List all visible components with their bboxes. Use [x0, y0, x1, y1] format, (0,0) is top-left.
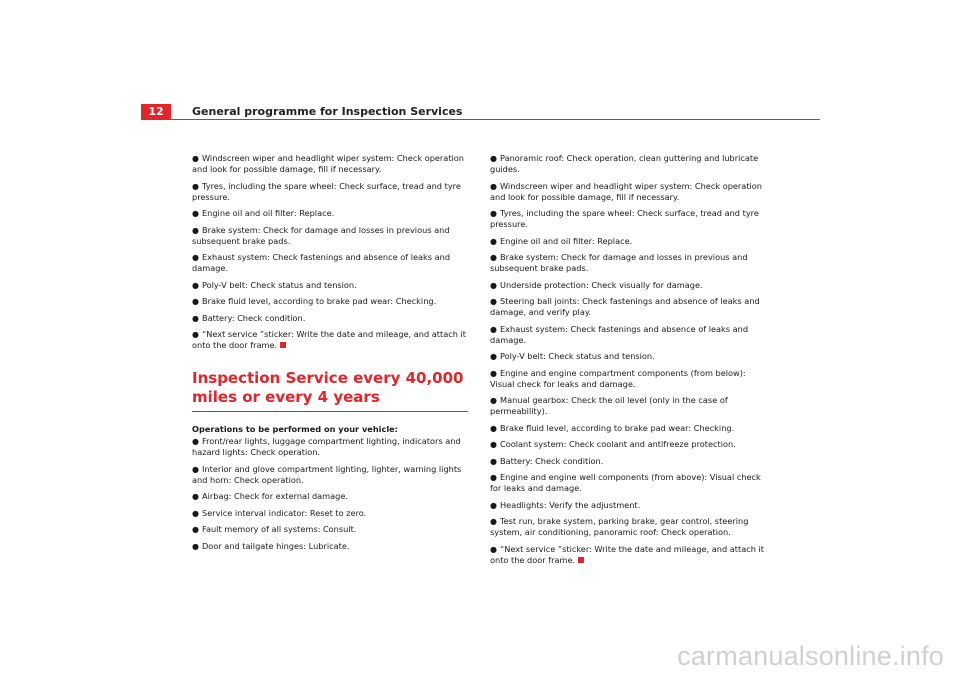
bullet-icon: ●	[192, 525, 199, 534]
list-item	[490, 153, 766, 175]
bullet-icon: ●	[490, 324, 497, 334]
list-item-text: Underside protection: Check visually for damage.	[500, 279, 703, 290]
list-item	[192, 296, 468, 307]
bullet-icon: ●	[490, 517, 497, 526]
list-item-text: “Next service ”sticker: Write the date and mileage, and attach it onto the door frame.	[490, 543, 764, 565]
list-item-text: Brake system: Check for damage and losses in previous and subsequent brake pads.	[490, 252, 748, 273]
section-heading: Inspection Service every 40,000 miles or every 4 years	[192, 369, 468, 412]
list-item	[192, 252, 468, 274]
list-item-text: Service interval indicator: Reset to zero.	[202, 507, 367, 518]
bullet-icon: ●	[192, 154, 199, 163]
list-item	[490, 368, 766, 390]
bullet-icon: ●	[490, 456, 497, 466]
list-item-text: Engine and engine well components (from above): Visual check for leaks and damage.	[490, 472, 761, 493]
bullet-icon: ●	[490, 368, 497, 378]
bullet-icon: ●	[192, 280, 199, 290]
list-item-text: “Next service ”sticker: Write the date and mileage, and attach it onto the door frame.	[192, 329, 466, 350]
bullet-icon: ●	[490, 544, 497, 554]
left-section-list	[192, 436, 468, 552]
list-item	[192, 491, 468, 502]
bullet-icon: ●	[192, 437, 199, 446]
bullet-icon: ●	[490, 297, 497, 306]
end-of-section-icon	[280, 342, 286, 348]
list-item	[192, 181, 468, 203]
list-item-text: Exhaust system: Check fastenings and absence of leaks and damage.	[490, 323, 749, 345]
bullet-icon: ●	[192, 508, 199, 518]
list-item	[490, 181, 766, 203]
list-item	[490, 324, 766, 346]
right-list	[490, 153, 766, 566]
list-item-text: Manual gearbox: Check the oil level (only in the case of permeability).	[490, 395, 728, 416]
bullet-icon: ●	[192, 313, 199, 323]
list-item-text: Headlights: Verify the adjustment.	[500, 499, 641, 510]
list-item-text: Exhaust system: Check fastenings and absence of leaks and damage.	[192, 252, 451, 273]
bullet-icon: ●	[192, 253, 199, 262]
bullet-icon: ●	[192, 464, 199, 474]
list-item-text: Fault memory of all systems: Consult.	[202, 524, 357, 534]
list-item-text: Airbag: Check for external damage.	[202, 491, 348, 501]
bullet-icon: ●	[192, 330, 199, 339]
list-item-text: Brake system: Check for damage and losses in previous and subsequent brake pads.	[192, 224, 450, 246]
list-item	[192, 464, 468, 486]
bullet-icon: ●	[192, 209, 199, 218]
list-item-text: Front/rear lights, luggage compartment lighting, indicators and hazard lights: Check operation.	[192, 436, 461, 457]
list-item-text: Engine oil and oil filter: Replace.	[500, 235, 633, 246]
list-item	[192, 508, 468, 519]
bullet-icon: ●	[490, 154, 497, 163]
list-item	[490, 423, 766, 434]
list-item-text: Brake fluid level, according to brake pad wear: Checking.	[202, 296, 437, 306]
left-column	[192, 153, 468, 557]
list-item-text: Coolant system: Check coolant and antifreeze protection.	[500, 439, 736, 449]
watermark: carmanualsonline.info	[677, 641, 944, 671]
list-item-text: Tyres, including the spare wheel: Check surface, tread and tyre pressure.	[490, 208, 759, 229]
list-item-text: Battery: Check condition.	[500, 455, 604, 466]
bullet-icon: ●	[490, 209, 497, 218]
list-item	[192, 541, 468, 552]
list-item-text: Interior and glove compartment lighting, lighter, warning lights and horn: Check operation.	[192, 463, 462, 485]
list-item	[490, 395, 766, 417]
bullet-icon: ●	[192, 181, 199, 191]
bullet-icon: ●	[490, 352, 497, 361]
page-header-title: General programme for Inspection Services	[192, 105, 463, 118]
list-item	[192, 208, 468, 219]
list-item	[192, 524, 468, 535]
bullet-icon: ●	[192, 492, 199, 501]
list-item	[490, 544, 766, 566]
list-item-text: Windscreen wiper and headlight wiper system: Check operation and look for possible damage, fill if necessary.	[192, 153, 464, 174]
list-item	[192, 313, 468, 324]
header-rule	[141, 119, 820, 120]
list-item-text: Tyres, including the spare wheel: Check surface, tread and tyre pressure.	[192, 180, 461, 202]
list-item-text: Windscreen wiper and headlight wiper system: Check operation and look for possible damage, fill if necessary.	[490, 180, 762, 202]
bullet-icon: ●	[490, 253, 497, 262]
list-item-text: Battery: Check condition.	[202, 312, 306, 323]
list-item-text: Engine oil and oil filter: Replace.	[202, 208, 335, 218]
list-item	[490, 456, 766, 467]
bullet-icon: ●	[192, 541, 199, 551]
list-item	[192, 280, 468, 291]
bullet-icon: ●	[490, 236, 497, 246]
bullet-icon: ●	[490, 500, 497, 510]
bullet-icon: ●	[490, 440, 497, 449]
left-top-list	[192, 153, 468, 351]
list-item	[490, 516, 766, 538]
list-item-text: Test run, brake system, parking brake, gear control, steering system, air conditioning, panoramic roof: Check operation.	[490, 516, 749, 537]
list-item-text: Poly-V belt: Check status and tension.	[500, 351, 655, 361]
list-item	[490, 439, 766, 450]
bullet-icon: ●	[490, 181, 497, 191]
list-item	[490, 500, 766, 511]
list-item-text: Brake fluid level, according to brake pad wear: Checking.	[500, 422, 735, 433]
bullet-icon: ●	[490, 396, 497, 405]
list-item	[490, 208, 766, 230]
list-item	[192, 436, 468, 458]
list-item-text: Steering ball joints: Check fastenings and absence of leaks and damage, and verify play.	[490, 296, 760, 317]
bullet-icon: ●	[490, 280, 497, 290]
list-item-text: Engine and engine compartment components (from below): Visual check for leaks and damage.	[490, 367, 746, 389]
list-item	[192, 225, 468, 247]
operations-subheading: Operations to be performed on your vehicle:	[192, 424, 398, 434]
list-item	[490, 296, 766, 318]
end-of-section-icon	[578, 557, 584, 563]
list-item	[490, 280, 766, 291]
list-item-text: Door and tailgate hinges: Lubricate.	[202, 540, 350, 551]
list-item	[490, 252, 766, 274]
list-item	[490, 236, 766, 247]
bullet-icon: ●	[192, 297, 199, 306]
bullet-icon: ●	[490, 473, 497, 482]
list-item	[490, 472, 766, 494]
list-item-text: Panoramic roof: Check operation, clean guttering and lubricate guides.	[490, 153, 759, 174]
list-item	[192, 153, 468, 175]
list-item	[490, 351, 766, 362]
right-column	[490, 153, 766, 571]
bullet-icon: ●	[192, 225, 199, 235]
list-item	[192, 329, 468, 351]
bullet-icon: ●	[490, 423, 497, 433]
list-item-text: Poly-V belt: Check status and tension.	[202, 279, 357, 290]
page-number: 12	[141, 104, 171, 120]
